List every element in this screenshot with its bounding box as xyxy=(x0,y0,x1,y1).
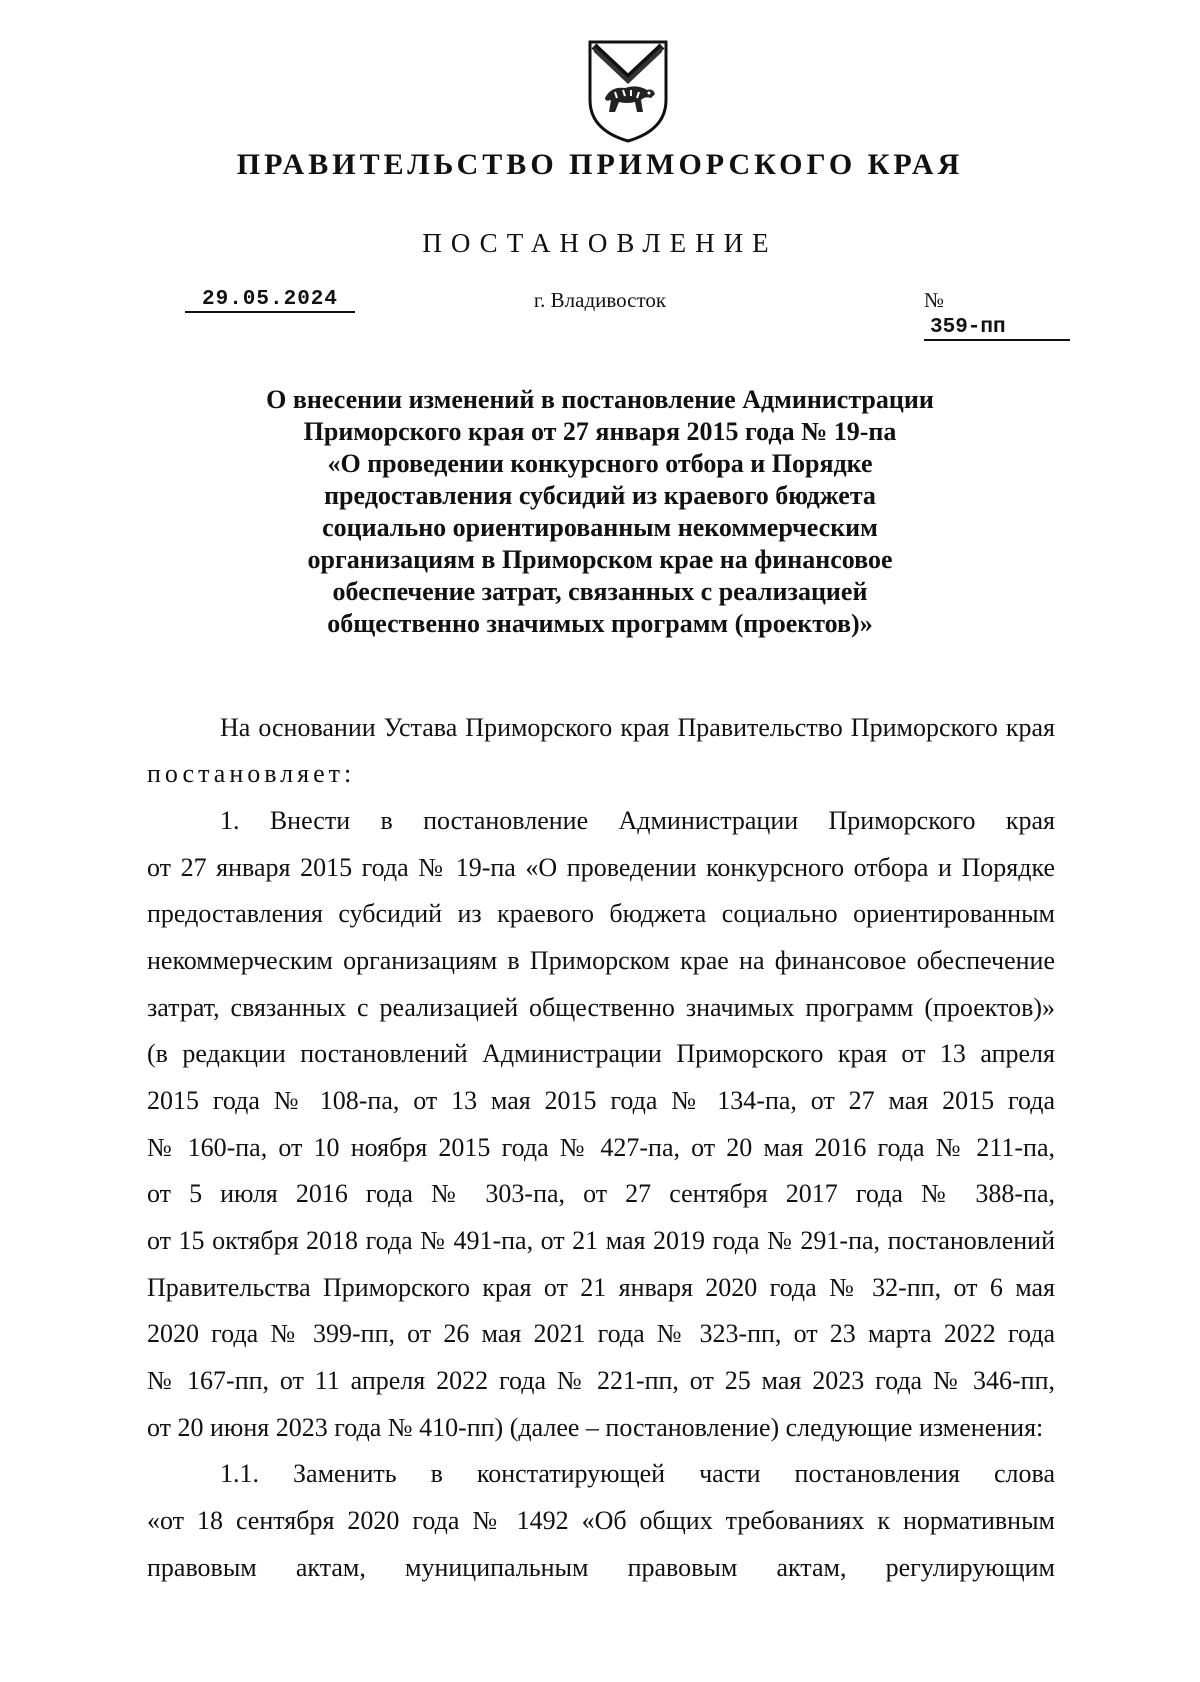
body-line: от 27 января 2015 года № 19-па «О проведении конкурсного отбора и Порядке xyxy=(147,853,1055,882)
body-line: правовым актам, муниципальным правовым актам, регулирующим xyxy=(147,1553,1055,1582)
document-number xyxy=(924,288,1094,341)
coat-of-arms-emblem xyxy=(585,38,671,144)
body-line: предоставления субсидий из краевого бюджета социально ориентированным xyxy=(147,899,1055,928)
subject-line: О внесении изменений в постановление Администрации xyxy=(266,385,934,414)
body-line: затрат, связанных с реализацией общественно значимых программ (проектов)» xyxy=(147,993,1055,1022)
body-line: 1. Внести в постановление Администрации Приморского края xyxy=(220,806,1055,835)
document-city: г. Владивосток xyxy=(533,288,667,312)
subject-line: обеспечение затрат, связанных с реализацией xyxy=(332,577,868,606)
body-line: (в редакции постановлений Администрации Приморского края от 13 апреля xyxy=(147,1039,1055,1068)
body-line: от 5 июля 2016 года № 303-па, от 27 сентября 2017 года № 388-па, xyxy=(147,1179,1055,1208)
body-line: некоммерческим организациям в Приморском крае на финансовое обеспечение xyxy=(147,946,1055,975)
document-date: 29.05.2024 xyxy=(185,288,355,313)
number-prefix: № xyxy=(924,288,945,312)
subject-line: «О проведении конкурсного отбора и Порядке xyxy=(327,449,873,478)
body-line: 2015 года № 108-па, от 13 мая 2015 года № 134-па, от 27 мая 2015 года xyxy=(147,1086,1055,1115)
body-line: № 160-па, от 10 ноября 2015 года № 427-па, от 20 мая 2016 года № 211-па, xyxy=(147,1133,1055,1162)
subject-line: социально ориентированным некоммерческим xyxy=(322,513,878,542)
document-subject xyxy=(150,384,1050,640)
body-line: 1.1. Заменить в констатирующей части постановления слова xyxy=(220,1459,1055,1488)
government-title: ПРАВИТЕЛЬСТВО ПРИМОРСКОГО КРАЯ xyxy=(236,148,964,181)
subject-line: предоставления субсидий из краевого бюджета xyxy=(324,481,876,510)
body-line: 2020 года № 399-пп, от 26 мая 2021 года № 323-пп, от 23 марта 2022 года xyxy=(147,1319,1055,1348)
body-line: На основании Устава Приморского края Правительство Приморского края xyxy=(220,713,1055,742)
number-value: 359-пп xyxy=(924,316,1070,341)
subject-line: общественно значимых программ (проектов)» xyxy=(327,609,873,638)
body-line: от 20 июня 2023 года № 410-пп) (далее – постановление) следующие изменения: xyxy=(147,1413,1044,1442)
body-line: от 15 октября 2018 года № 491-па, от 21 мая 2019 года № 291-па, постановлений xyxy=(147,1226,1055,1255)
body-line: постановляет: xyxy=(147,759,356,788)
document-type: ПОСТАНОВЛЕНИЕ xyxy=(422,228,778,258)
body-line: «от 18 сентября 2020 года № 1492 «Об общих требованиях к нормативным xyxy=(147,1506,1055,1535)
subject-line: Приморского края от 27 января 2015 года № 19-па xyxy=(303,417,897,446)
body-line: Правительства Приморского края от 21 января 2020 года № 32-пп, от 6 мая xyxy=(147,1273,1055,1302)
body-line: № 167-пп, от 11 апреля 2022 года № 221-пп, от 25 мая 2023 года № 346-пп, xyxy=(147,1366,1055,1395)
subject-line: организациям в Приморском крае на финансовое xyxy=(307,545,893,574)
